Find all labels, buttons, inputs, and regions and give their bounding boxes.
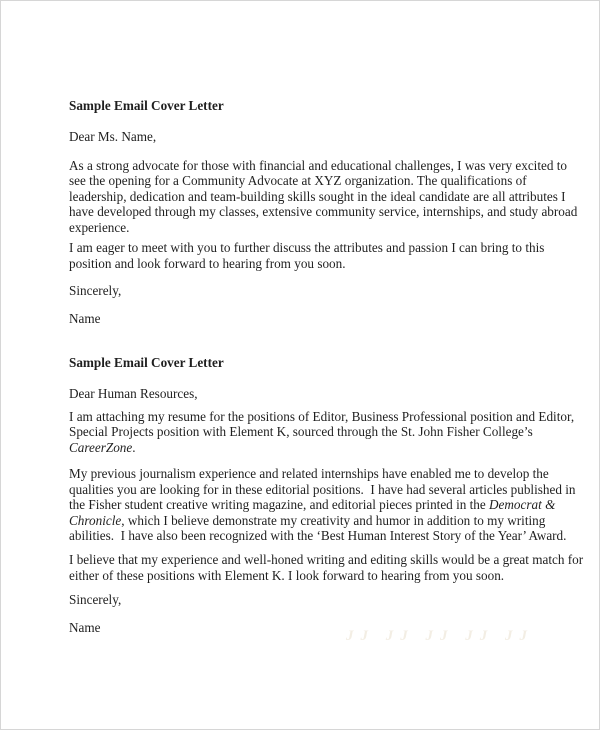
chronicle-italic: Chronicle <box>69 512 122 528</box>
letter1-signature: Name <box>69 310 101 326</box>
text-line: qualities you are looking for in these editorial positions. I have had several articles published in <box>69 481 576 497</box>
letter2-salutation: Dear Human Resources, <box>69 385 198 401</box>
text-line: I believe that my experience and well-honed writing and editing skills would be a great match for <box>69 552 584 567</box>
text-run: the Fisher student creative writing magazine, and editorial pieces printed in the <box>69 497 490 512</box>
letter2-paragraph-1 <box>69 408 575 456</box>
democrat-italic: Democrat & <box>489 497 556 512</box>
text-line: either of these positions with Element K. I look forward to hearing from you soon. <box>69 567 505 583</box>
text-line: Special Projects position with Element K, sourced through the St. John Fisher College’s <box>69 424 533 439</box>
text-line: leadership, dedication and team-building skills sought in the ideal candidate are all attributes I <box>69 188 566 204</box>
text-line: abilities. I have also been recognized with the ‘Best Human Interest Story of the Year’ Award. <box>69 528 567 543</box>
text-line: My previous journalism experience and related internships have enabled me to develop the <box>69 466 549 481</box>
text-line <box>69 513 559 529</box>
letter1-salutation: Dear Ms. Name, <box>69 128 157 144</box>
letter1-closing: Sincerely, <box>69 283 122 298</box>
text-line: As a strong advocate for those with financial and educational challenges, I was very excited to <box>69 157 568 173</box>
text-line: experience. <box>69 219 130 235</box>
watermark-pattern: JJ JJ JJ JJ JJ <box>346 628 534 644</box>
text-line <box>69 497 559 513</box>
letter1-paragraph-1 <box>69 157 578 236</box>
letter2-paragraph-2 <box>69 466 576 544</box>
cover-letter-2 <box>69 355 584 635</box>
text-line <box>69 440 559 456</box>
text-line: have developed through my classes, extensive community service, internships, and study abroad <box>69 204 578 219</box>
letter2-heading: Sample Email Cover Letter <box>69 355 224 370</box>
letter1-paragraph-2 <box>69 240 559 271</box>
letter2-closing: Sincerely, <box>69 592 122 607</box>
text-run: . <box>132 439 136 455</box>
text-run: , which I believe demonstrate my creativity and humor in addition to my writing <box>121 512 546 528</box>
letter1-heading: Sample Email Cover Letter <box>69 98 224 113</box>
text-line: position and look forward to hearing from you soon. <box>69 255 346 271</box>
careerzone-italic: CareerZone <box>69 439 133 455</box>
letter2-signature: Name <box>69 619 101 635</box>
text-line: I am attaching my resume for the positions of Editor, Business Professional position and Editor, <box>69 408 575 424</box>
letter2-paragraph-3 <box>69 552 584 583</box>
text-line: I am eager to meet with you to further discuss the attributes and passion I can bring to this <box>69 240 545 255</box>
cover-letter-1 <box>69 98 578 326</box>
text-line: see the opening for a Community Advocate at XYZ organization. The qualifications of <box>69 173 527 188</box>
